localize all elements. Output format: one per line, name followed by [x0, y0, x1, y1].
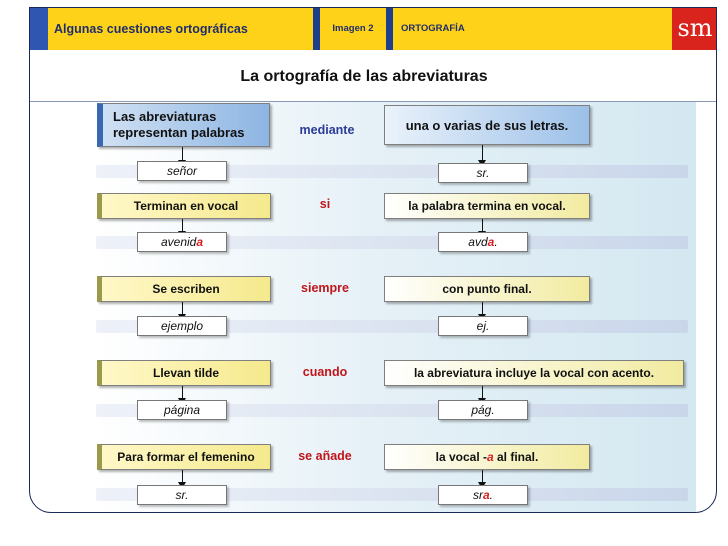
concept-box-right: una o varias de sus letras. — [384, 105, 590, 145]
connector-label: se añade — [298, 449, 352, 463]
example-right: avd a . — [438, 232, 528, 252]
concept-box-left: Para formar el femenino — [97, 444, 271, 470]
example-left: sr. — [137, 485, 227, 505]
concept-box-left: Llevan tilde — [97, 360, 271, 386]
header-section: ORTOGRAFÍA — [393, 8, 672, 50]
example-right: pág. — [438, 400, 528, 420]
header-title: Algunas cuestiones ortográficas — [48, 8, 313, 50]
concept-box-right: la abreviatura incluye la vocal con acento. — [384, 360, 684, 386]
slide-frame — [29, 7, 717, 513]
header-bar — [30, 8, 717, 50]
example-left: ejemplo — [137, 316, 227, 336]
header-accent — [30, 8, 48, 50]
concept-box-right: la palabra termina en vocal. — [384, 193, 590, 219]
header-image-label: Imagen 2 — [320, 8, 386, 50]
connector-label: siempre — [301, 281, 349, 295]
arrow-line — [482, 145, 483, 161]
concept-box-left: Las abreviaturas representan palabras — [97, 103, 270, 147]
example-left: avenid a — [137, 232, 227, 252]
example-left: página — [137, 400, 227, 420]
concept-box-right: con punto final. — [384, 276, 590, 302]
example-right: ej. — [438, 316, 528, 336]
example-left: señor — [137, 161, 227, 181]
connector-label: cuando — [302, 365, 348, 379]
concept-box-left: Terminan en vocal — [97, 193, 271, 219]
title-band — [30, 50, 717, 102]
arrow-line — [182, 147, 183, 161]
sm-logo: sm — [672, 8, 717, 50]
concept-box-left: Se escriben — [97, 276, 271, 302]
connector-label: si — [319, 197, 331, 211]
page-title: La ortografía de las abreviaturas — [240, 68, 488, 85]
concept-box-right: la vocal - a al final. — [384, 444, 590, 470]
connector-label: mediante — [299, 123, 355, 137]
example-right: sr. — [438, 163, 528, 183]
example-right: sr a . — [438, 485, 528, 505]
